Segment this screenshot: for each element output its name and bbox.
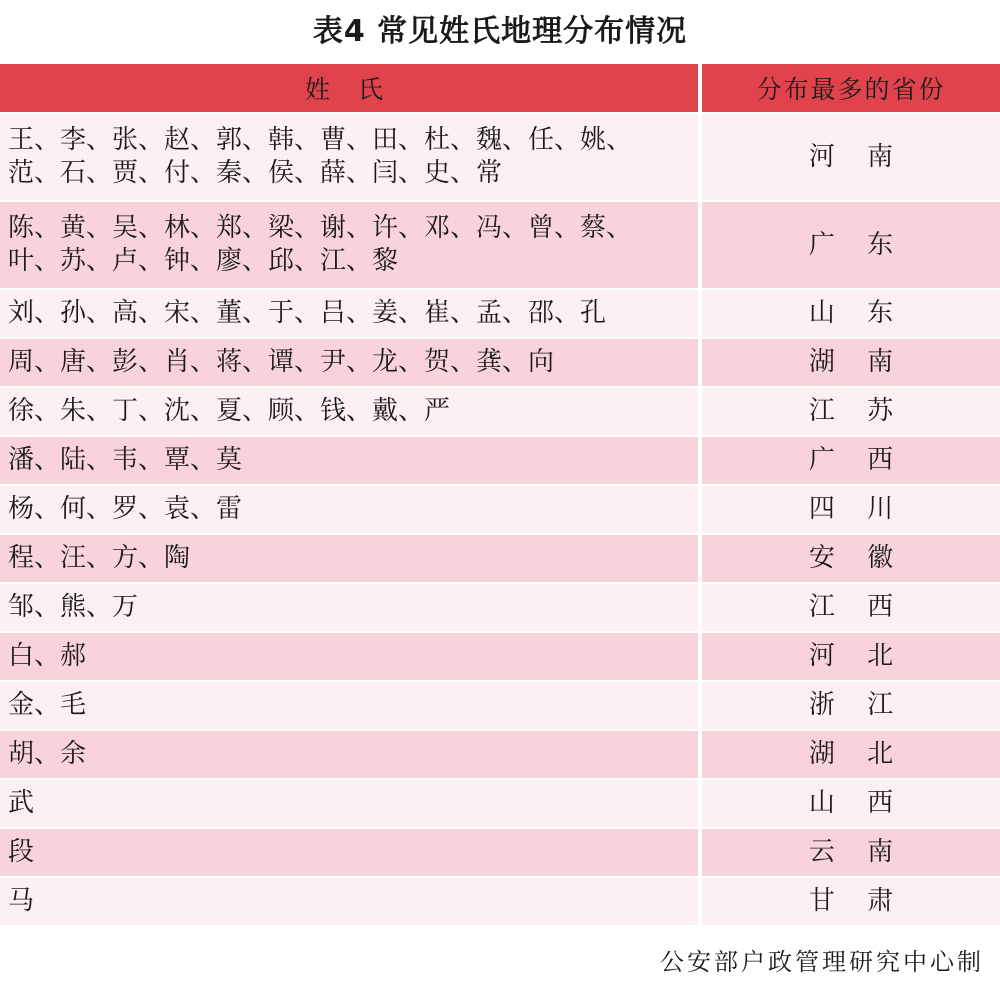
table-row (0, 584, 1000, 631)
table-header-row (0, 64, 1000, 112)
province-cell: 甘 肃 (702, 878, 1000, 925)
province-cell: 安 徽 (702, 535, 1000, 582)
province-cell: 广 西 (702, 437, 1000, 484)
province-cell: 江 西 (702, 584, 1000, 631)
surnames-cell: 王、李、张、赵、郭、韩、曹、田、杜、魏、任、姚、 范、石、贾、付、秦、侯、薛、闫、史、常 (0, 114, 698, 200)
province-cell: 河 南 (702, 114, 1000, 200)
surnames-cell: 周、唐、彭、肖、蒋、谭、尹、龙、贺、龚、向 (0, 339, 698, 386)
province-cell: 江 苏 (702, 388, 1000, 435)
province-cell: 河 北 (702, 633, 1000, 680)
surnames-cell: 潘、陆、韦、覃、莫 (0, 437, 698, 484)
table-row (0, 682, 1000, 729)
table-row (0, 829, 1000, 876)
table-row (0, 339, 1000, 386)
table-row (0, 878, 1000, 925)
header-surname: 姓 氏 (0, 64, 698, 112)
table-row (0, 486, 1000, 533)
surnames-cell: 马 (0, 878, 698, 925)
table-row (0, 290, 1000, 337)
table-row (0, 780, 1000, 827)
table-row (0, 437, 1000, 484)
surnames-cell: 武 (0, 780, 698, 827)
surnames-cell: 胡、余 (0, 731, 698, 778)
header-province: 分布最多的省份 (702, 64, 1000, 112)
province-cell: 湖 北 (702, 731, 1000, 778)
surnames-cell: 金、毛 (0, 682, 698, 729)
province-cell: 浙 江 (702, 682, 1000, 729)
table-row (0, 114, 1000, 200)
table-row (0, 388, 1000, 435)
surnames-cell: 刘、孙、高、宋、董、于、吕、姜、崔、孟、邵、孔 (0, 290, 698, 337)
surnames-cell: 徐、朱、丁、沈、夏、顾、钱、戴、严 (0, 388, 698, 435)
table-row (0, 633, 1000, 680)
surnames-cell: 段 (0, 829, 698, 876)
province-cell: 湖 南 (702, 339, 1000, 386)
province-cell: 云 南 (702, 829, 1000, 876)
province-cell: 山 西 (702, 780, 1000, 827)
source-credit: 公安部户政管理研究中心制 (660, 948, 984, 976)
table-row (0, 731, 1000, 778)
province-cell: 山 东 (702, 290, 1000, 337)
surname-distribution-table (0, 64, 1000, 927)
table-title: 表4 常见姓氏地理分布情况 (312, 14, 688, 49)
surnames-cell: 白、郝 (0, 633, 698, 680)
surnames-cell: 邹、熊、万 (0, 584, 698, 631)
province-cell: 四 川 (702, 486, 1000, 533)
table-row (0, 535, 1000, 582)
surnames-cell: 程、汪、方、陶 (0, 535, 698, 582)
table-row (0, 202, 1000, 288)
surnames-cell: 陈、黄、吴、林、郑、梁、谢、许、邓、冯、曾、蔡、 叶、苏、卢、钟、廖、邱、江、黎 (0, 202, 698, 288)
province-cell: 广 东 (702, 202, 1000, 288)
surnames-cell: 杨、何、罗、袁、雷 (0, 486, 698, 533)
